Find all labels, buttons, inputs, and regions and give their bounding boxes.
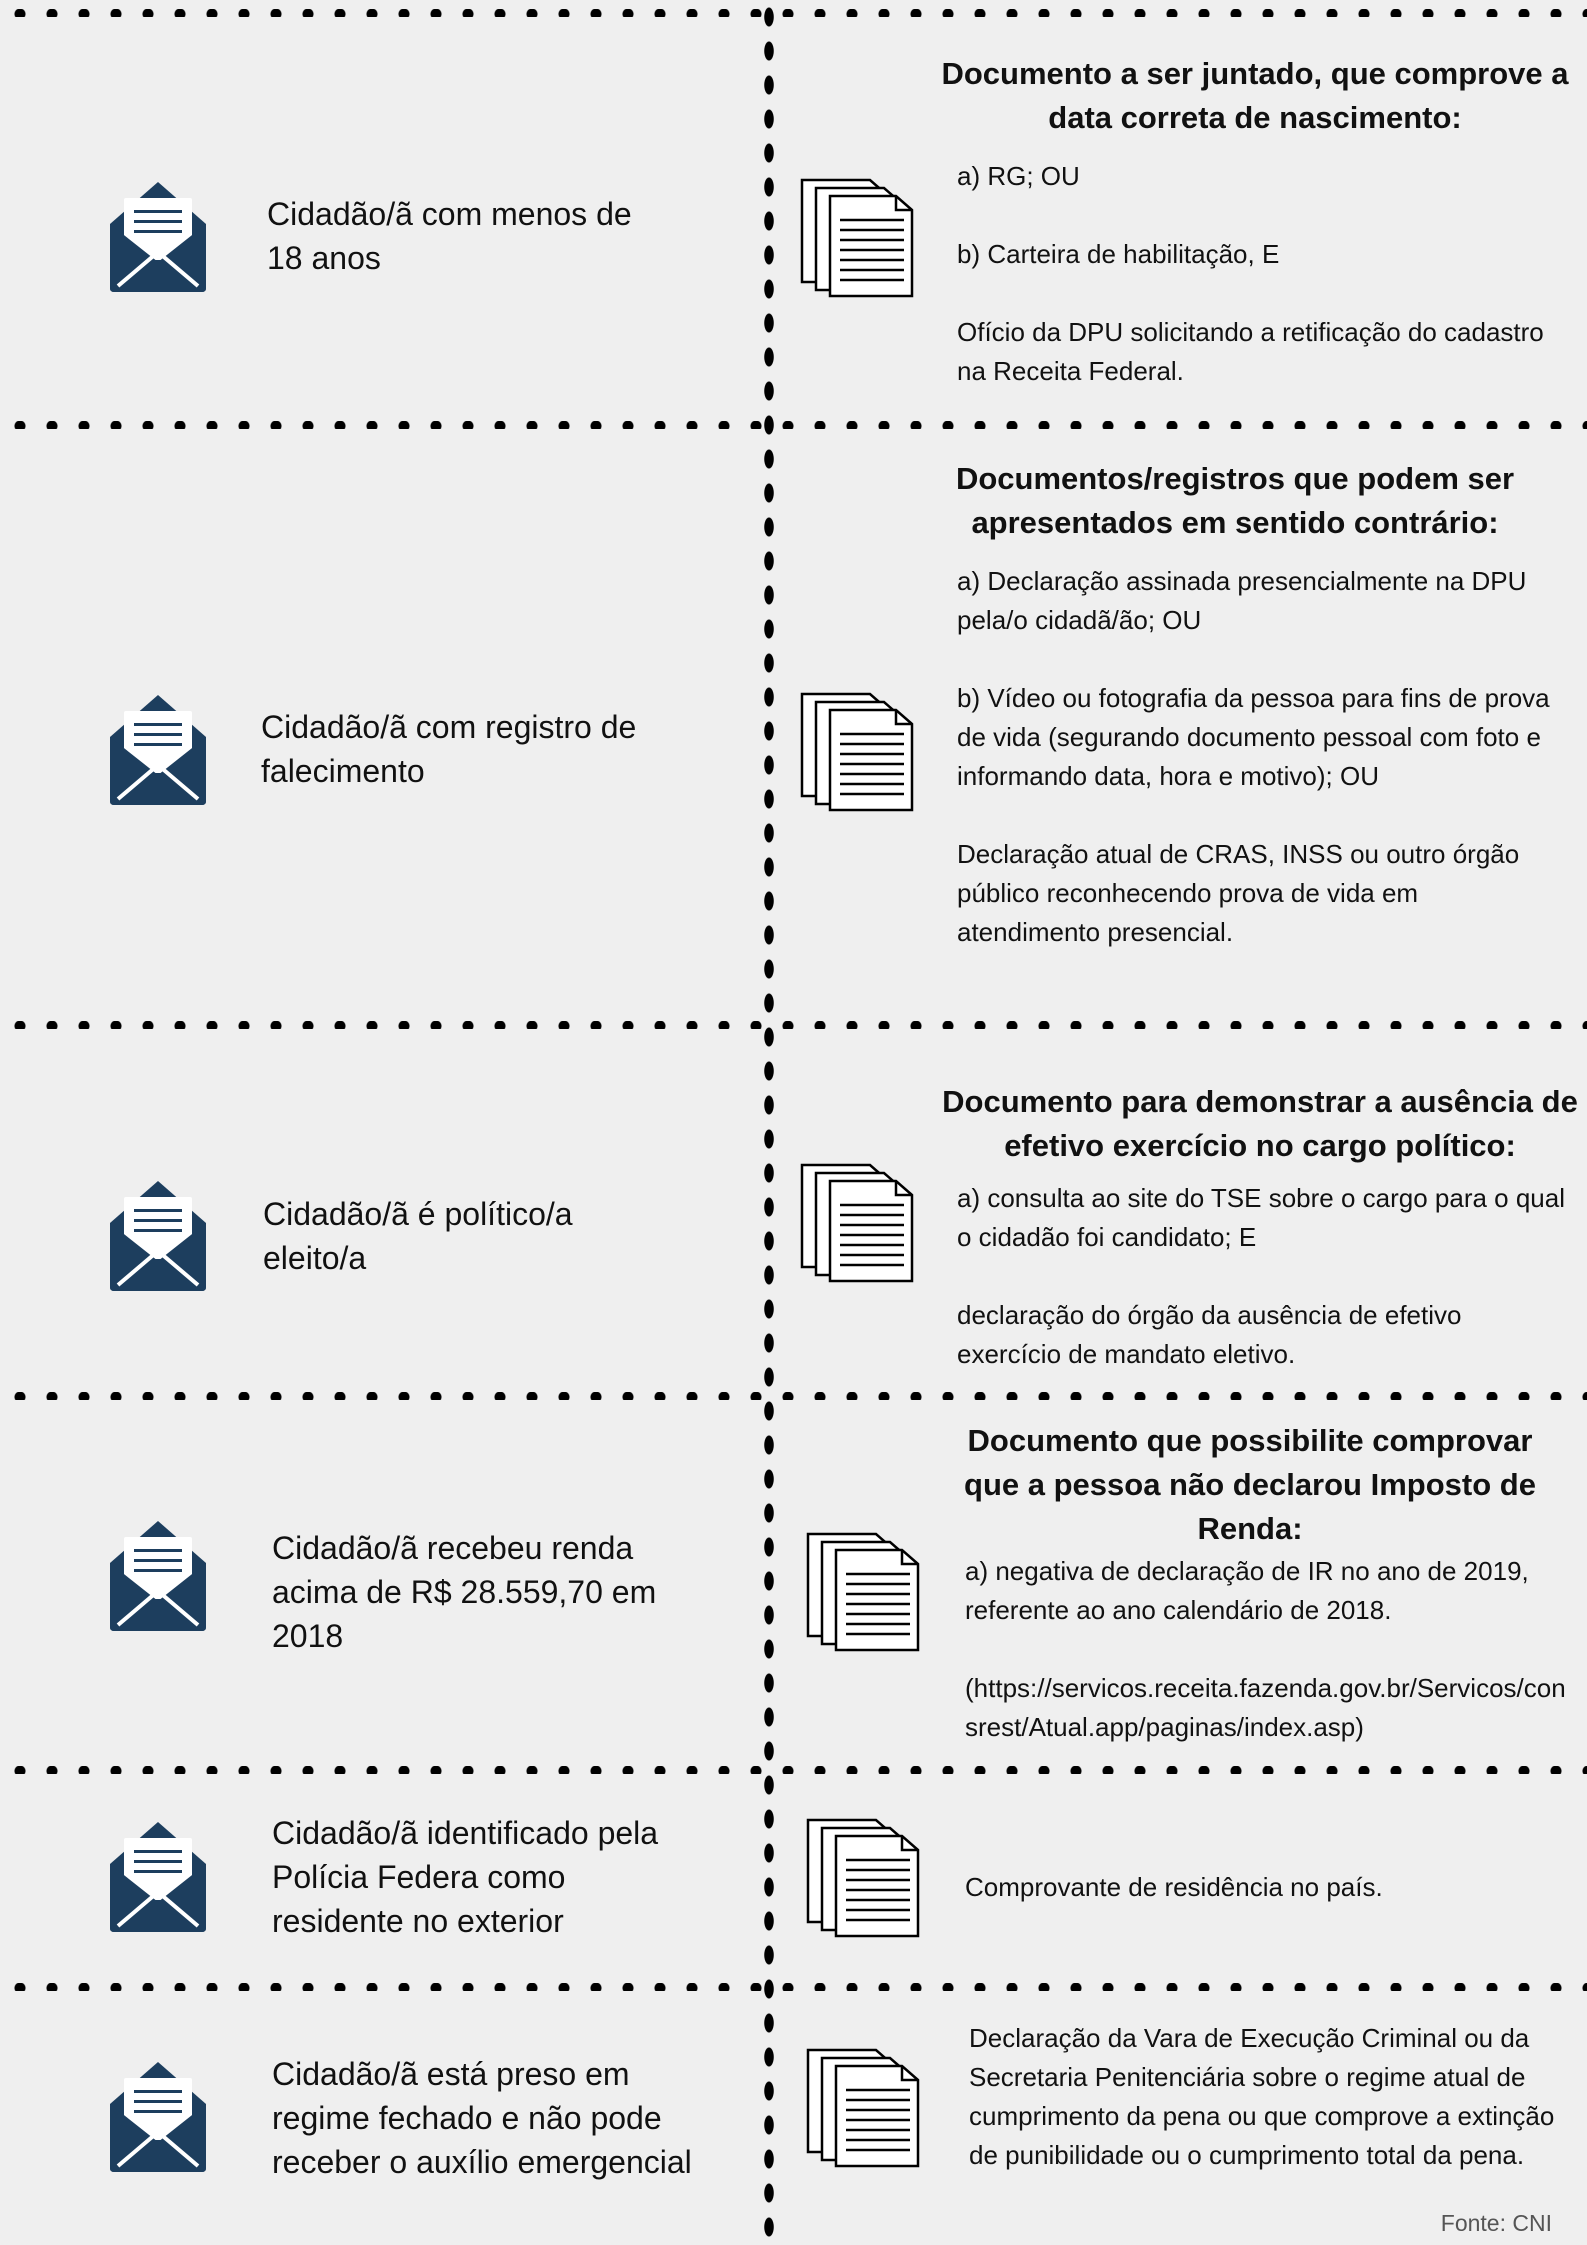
documents-icon xyxy=(806,1532,920,1652)
documents-icon xyxy=(800,178,914,298)
requirement-item: Comprovante de residência no país. xyxy=(965,1872,1383,1902)
requirement-item: Declaração da Vara de Execução Criminal ou da Secretaria Penitenciária sobre o regime atual de cumprimento da pena ou que comprove a extinção de punibilidade ou o cumprimento total da pena. xyxy=(969,2023,1555,2170)
envelope-letter-icon xyxy=(104,180,212,294)
condition-label: Cidadão/ã recebeu renda acima de R$ 28.559,70 em 2018 xyxy=(272,1530,657,1654)
horizontal-dotted-divider xyxy=(0,6,1587,18)
requirement-list xyxy=(957,562,1567,952)
envelope-letter-icon xyxy=(104,1519,212,1633)
requirement-list xyxy=(965,1868,1567,1907)
condition-label: Cidadão/ã é político/a eleito/a xyxy=(263,1196,573,1276)
requirement-item: Ofício da DPU solicitando a retificação do cadastro na Receita Federal. xyxy=(957,317,1544,386)
envelope-letter-icon xyxy=(104,1820,212,1934)
requirement-item: a) negativa de declaração de IR no ano de 2019, referente ao ano calendário de 2018. xyxy=(965,1556,1529,1625)
documents-icon xyxy=(806,1818,920,1938)
requirement-item: a) Declaração assinada presencialmente na DPU pela/o cidadã/ão; OU xyxy=(957,566,1527,635)
vertical-dotted-divider xyxy=(762,0,776,2245)
documents-icon xyxy=(800,1163,914,1283)
requirement-heading: Documento para demonstrar a ausência de efetivo exercício no cargo político: xyxy=(942,1084,1578,1163)
requirement-item: b) Carteira de habilitação, E xyxy=(957,239,1280,269)
horizontal-dotted-divider xyxy=(0,1980,1587,1992)
requirement-item: a) consulta ao site do TSE sobre o cargo para o qual o cidadão foi candidato; E xyxy=(957,1183,1566,1252)
requirement-link: (https://servicos.receita.fazenda.gov.br/Servicos/consrest/Atual.app/paginas/index.asp) xyxy=(965,1673,1566,1742)
envelope-letter-icon xyxy=(104,693,212,807)
horizontal-dotted-divider xyxy=(0,1763,1587,1775)
source-credit: Fonte: CNI xyxy=(1440,2210,1552,2236)
requirement-list xyxy=(957,157,1567,391)
requirement-heading: Documentos/registros que podem ser apresentados em sentido contrário: xyxy=(955,461,1515,540)
horizontal-dotted-divider xyxy=(0,418,1587,430)
envelope-letter-icon xyxy=(104,2060,212,2174)
requirement-item: Declaração atual de CRAS, INSS ou outro órgão público reconhecendo prova de vida em atendimento presencial. xyxy=(957,839,1520,947)
requirement-list xyxy=(969,2019,1567,2175)
requirement-item: b) Vídeo ou fotografia da pessoa para fins de prova de vida (segurando documento pessoal com foto e informando data, hora e motivo); OU xyxy=(957,683,1550,791)
envelope-letter-icon xyxy=(104,1179,212,1293)
requirement-list xyxy=(957,1179,1567,1374)
horizontal-dotted-divider xyxy=(0,1389,1587,1401)
condition-label: Cidadão/ã com menos de 18 anos xyxy=(267,196,632,276)
requirement-heading: Documento que possibilite comprovar que a pessoa não declarou Imposto de Renda: xyxy=(964,1423,1536,1546)
requirement-item: declaração do órgão da ausência de efetivo exercício de mandato eletivo. xyxy=(957,1300,1462,1369)
condition-label: Cidadão/ã está preso em regime fechado e não pode receber o auxílio emergencial xyxy=(272,2056,692,2180)
condition-label: Cidadão/ã identificado pela Polícia Federa como residente no exterior xyxy=(272,1815,659,1939)
requirement-heading: Documento a ser juntado, que comprove a data correta de nascimento: xyxy=(941,56,1569,135)
requirement-list xyxy=(965,1552,1567,1747)
horizontal-dotted-divider xyxy=(0,1018,1587,1030)
requirement-item: a) RG; OU xyxy=(957,161,1080,191)
documents-icon xyxy=(800,692,914,812)
condition-label: Cidadão/ã com registro de falecimento xyxy=(261,709,637,789)
documents-icon xyxy=(806,2048,920,2168)
